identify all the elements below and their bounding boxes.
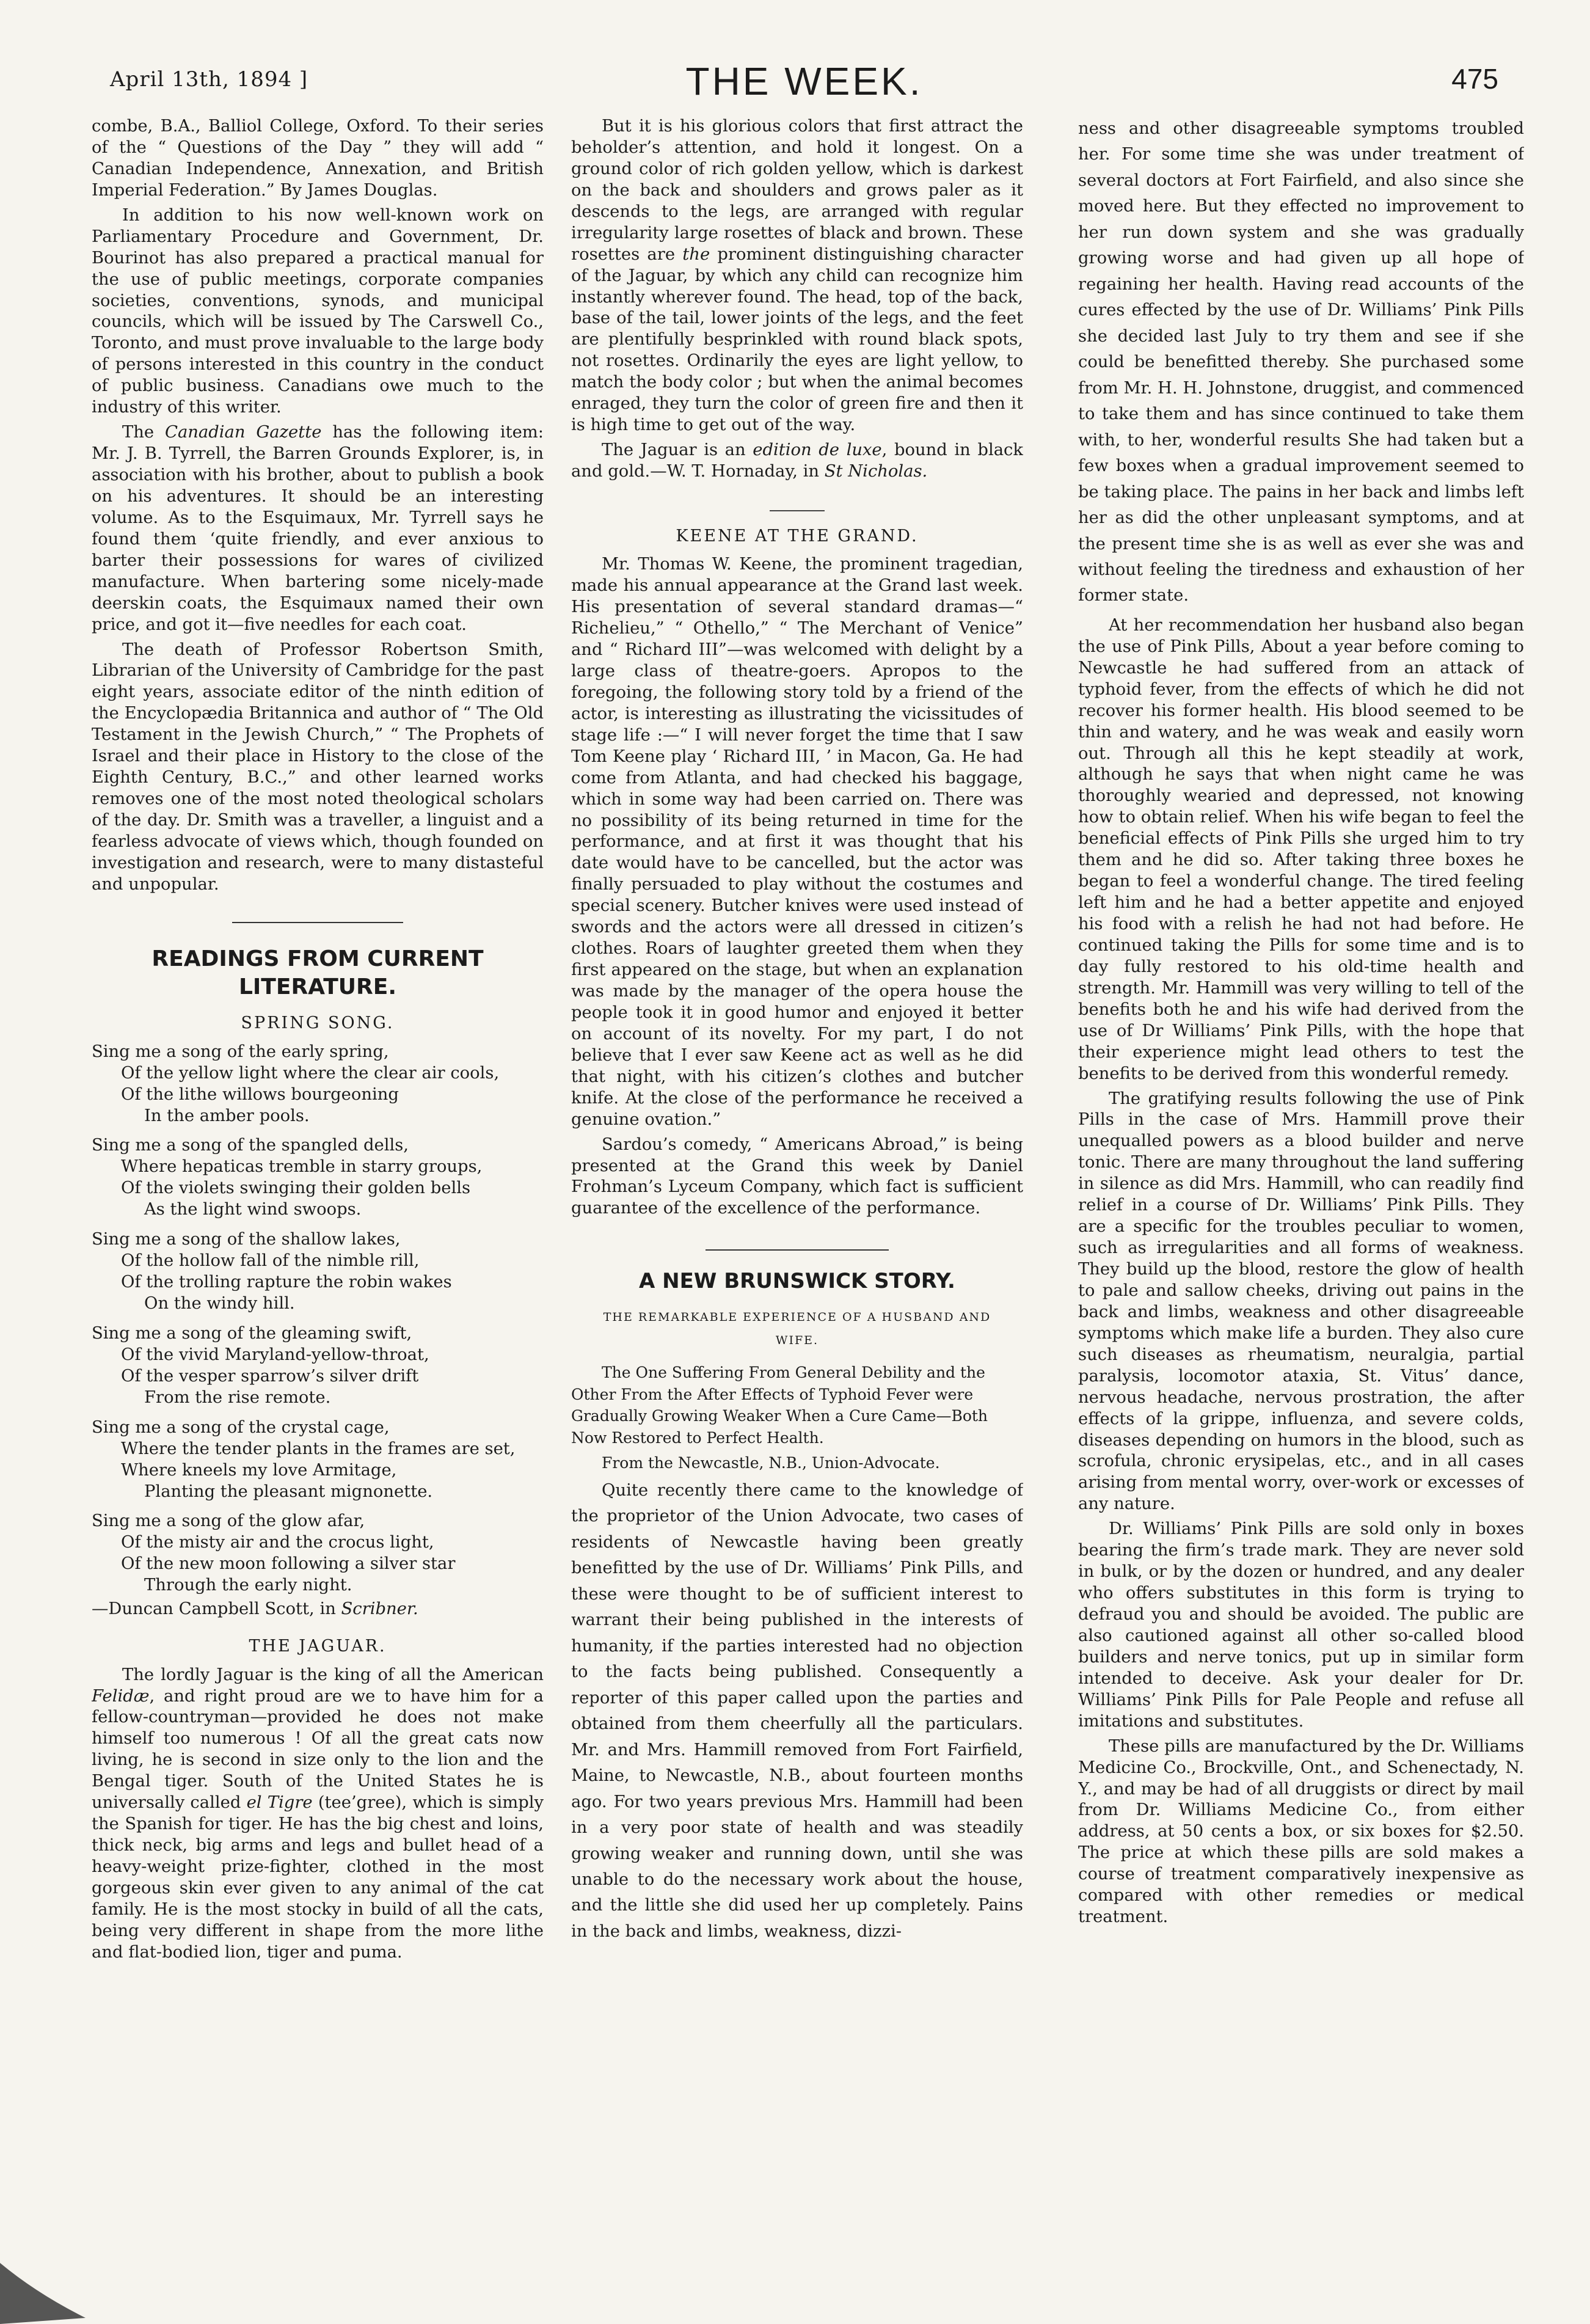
- section-heading-readings: READINGS FROM CURRENT LITERATURE.: [151, 946, 484, 1000]
- paragraph-questions-of-the-day: combe, B.A., Balliol College, Oxford. To their series of the “ Questions of the Day ” they will add “ Canadian Independence, Annexation, and British Imperial Federation.” By James Douglas.: [92, 117, 544, 200]
- poem-line: Of the trolling rapture the robin wakes: [121, 1273, 452, 1292]
- poem-spring-song: [92, 1042, 544, 1620]
- poem-line: As the light wind swoops.: [144, 1200, 362, 1219]
- masthead-title: THE WEEK.: [685, 59, 923, 103]
- poem-line: Where kneels my love Armitage,: [121, 1460, 397, 1480]
- poem-line: Of the violets swinging their golden bells: [121, 1178, 471, 1198]
- paragraph-jaguar: The lordly Jaguar is the king of all the American Felidæ, and right proud are we to have him for a fellow-countryman—provided he does not make himself too numerous ! Of all the great cats now living, he is second in size only to the lion and the Bengal tiger. South of the United States he is universally called el Tigre (tee’gree), which is simply the Spanish for tiger. He has the big chest and loins, thick neck, big arms and legs and bullet head of a heavy-weight prize-fighter, clothed in the most gorgeous skin ever given to any animal of the cat family. He is the most stocky in build of all the cats, being very different in shape from the more lithe and flat-bodied lion, tiger and puma.: [92, 1665, 544, 1962]
- poem-line: From the rise remote.: [144, 1387, 331, 1407]
- page-number: 475: [1451, 63, 1498, 95]
- article-title-keene: KEENE AT THE GRAND.: [676, 526, 919, 546]
- section-divider: [571, 1235, 1023, 1257]
- paragraph-robertson-smith: The death of Professor Robertson Smith, Librarian of the University of Cambridge for the past eight years, associate editor of the ninth edition of the Encyclopædia Britannica and author of “ The Old Testament in the Jewish Church,” “ The Prophets of Israel and their place in History to the close of the Eighth Century, B.C.,” and other learned works removes one of the most noted theological scholars of the day. Dr. Smith was a traveller, a linguist and a fearless advocate of views which, though founded on investigation and research, were to many distasteful and unpopular.: [92, 640, 544, 894]
- paragraph-hammill: Quite recently there came to the knowledge of the proprietor of the Union Advocate, two cases of residents of Newcastle having been greatly benefitted by the use of Dr. Williams’ Pink Pills, and these were thought to be of sufficient interest to warrant their being published in the interests of humanity, if the parties interested had no objection to the facts being published. Consequently a reporter of this paper called upon the parties and obtained from them cheerfully all the particulars. Mr. and Mrs. Hammill removed from Fort Fairfield, Maine, to Newcastle, N.B., about fourteen months ago. For two years previous Mrs. Hammill had been in a very poor state of health and was steadily growing weaker and running down, until she was unable to do the necessary work about the house, and the little she did used her up completely. Pains in the back and limbs, weakness, dizzi-: [571, 1480, 1023, 1941]
- poem-line: Sing me a song of the gleaming swift,: [92, 1323, 412, 1343]
- poem-line: Sing me a song of the glow afar,: [92, 1511, 365, 1531]
- poem-line: Planting the pleasant mignonette.: [144, 1482, 433, 1501]
- paragraph-bourinot: In addition to his now well-known work on Parliamentary Procedure and Government, Dr. Bourinot has also prepared a practical manual for the use of public meetings, corporate companies societies, conventions, synods, and municipal councils, which will be issued by The Carswell Co., Toronto, and must prove invaluable to the large body of persons interested in this country in the conduct of public business. Canadians owe much to the industry of this writer.: [92, 205, 544, 417]
- issue-date: April 13th, 1894 ]: [110, 67, 308, 92]
- poem-line: Of the new moon following a silver star: [121, 1554, 456, 1574]
- poem-line: Of the vesper sparrow’s silver drift: [121, 1366, 419, 1386]
- poem-line: Sing me a song of the crystal cage,: [92, 1417, 390, 1437]
- article-deck: The One Suffering From General Debility and the Other From the After Effects of Typhoid Fever were Gradually Growing Weaker When a Cure Came—Both Now Restored to Perfect Health.: [571, 1364, 988, 1447]
- article-source: From the Newcastle, N.B., Union-Advocate.: [602, 1454, 940, 1472]
- poem-line: Where hepaticas tremble in starry groups,: [121, 1157, 483, 1177]
- article-subtitle: THE REMARKABLE EXPERIENCE OF A HUSBAND AND WIFE.: [603, 1310, 991, 1348]
- poem-line: Sing me a song of the spangled dells,: [92, 1136, 409, 1155]
- column-right: [1078, 116, 1524, 2291]
- poem-attribution: —Duncan Campbell Scott, in Scribner.: [92, 1599, 418, 1619]
- poem-line: Of the hollow fall of the nimble rill,: [121, 1251, 420, 1271]
- poem-line: Of the misty air and the crocus light,: [121, 1533, 434, 1552]
- poem-line: Of the lithe willows bourgeoning: [121, 1084, 399, 1104]
- paragraph-jaguar-credit: The Jaguar is an edition de luxe, bound in black and gold.—W. T. Hornaday, in St Nicholas.: [571, 440, 1023, 481]
- poem-line: On the windy hill.: [144, 1294, 295, 1314]
- paragraph-sardou: Sardou’s comedy, “ Americans Abroad,” is being presented at the Grand this week by Daniel Frohman’s Lyceum Company, which fact is sufficient guarantee of the excellence of the performance.: [571, 1135, 1023, 1218]
- column-left: [92, 116, 544, 2291]
- paragraph-mr-hammill: At her recommendation her husband also began the use of Pink Pills, About a year before coming to Newcastle he had suffered from an attack of typhoid fever, from the effects of which he did not recover his former health. His blood seemed to be thin and watery, and he was weak and easily worn out. Through all this he kept steadily at work, although he says that when night came he was thoroughly wearied and depressed, not knowing how to obtain relief. When his wife began to feel the beneficial effects of Pink Pills she urged him to try them and he did so. After taking three boxes he began to feel a wonderful change. The tired feeling left him and he had a better appetite and enjoyed his food with a relish he had not had before. He continued taking the Pills for some time and is to day fully restored to his old-time health and strength. Mr. Hammill was very willing to tell of the benefits both he and his wife had derived from the use of Dr Williams’ Pink Pills, with the hope that their experience might lead others to test the benefits to be derived from this wonderful remedy.: [1078, 615, 1524, 1083]
- paragraph-mrs-hammill: ness and other disagreeable symptoms troubled her. For some time she was under treatment of several doctors at Fort Fairfield, and also since she moved here. But they effected no improvement to her run down system and she was gradually growing worse and had given up all hope of regaining her health. Having read accounts of the cures effected by the use of Dr. Williams’ Pink Pills she decided last July to try them and see if she could be benefitted thereby. She purchased some from Mr. H. H. Johnstone, druggist, and commenced to take them and has since continued to take them with, to her, wonderful results She had taken but a few boxes when a gradual improvement seemed to be taking place. The pains in her back and limbs left her as did the other unpleasant symptoms, and at the present time she is as well as ever she was and without feeling the tiredness and exhaustion of her former state.: [1078, 119, 1524, 605]
- poem-line: Through the early night.: [144, 1576, 352, 1595]
- page-corner-shadow: [0, 2226, 159, 2324]
- poem-line: Sing me a song of the early spring,: [92, 1042, 389, 1061]
- paragraph-keene: Mr. Thomas W. Keene, the prominent tragedian, made his annual appearance at the Grand last week. His presentation of several standard dramas—“ Richelieu,” “ Othello,” “ The Merchant of Venice” and “ Richard III”—was welcomed with delight by a large class of theatre-goers. Apropos to the foregoing, the following story told by a friend of the actor, is interesting as illustrating the vicissitudes of stage life :—“ I will never forget the time that I saw Tom Keene play ‘ Richard III, ’ in Macon, Ga. He had come from Atlanta, and had checked his baggage, which in some way had been carried on. There was no possibility of its being returned in time for the performance, and at first it was thought that his date would have to be cancelled, but the actor was finally persuaded to play without the costumes and special scenery. Butcher knives were used instead of swords and the actors were all dressed in citizen’s clothes. Roars of laughter greeted them when they first appeared on the stage, but when an explanation was made by the manager of the opera house the people took it in good humor and enjoyed it better on account of its novelty. For my part, I do not believe that I ever saw Keene act as well as he did that night, with his citizen’s clothes and butcher knife. At the close of the performance he received a genuine ovation.”: [571, 555, 1023, 1129]
- article-title-jaguar: THE JAGUAR.: [249, 1637, 387, 1656]
- running-header: [92, 55, 1517, 110]
- section-divider: [571, 496, 1023, 517]
- italic-gazette: Canadian Gazette: [164, 423, 322, 442]
- poem-line: Of the vivid Maryland-yellow-throat,: [121, 1345, 429, 1364]
- poem-line: Sing me a song of the shallow lakes,: [92, 1230, 401, 1249]
- paragraph-manufacturer: These pills are manufactured by the Dr. Williams Medicine Co., Brockville, Ont., and Schenectady, N. Y., and may be had of all druggists or direct by mail from Dr. Williams Medicine Co., from either address, at 50 cents a box, or six boxes for $2.50. The price at which these pills are sold makes a course of treatment comparatively inexpensive as compared with other remedies or medical treatment.: [1078, 1736, 1524, 1927]
- poem-line: Where the tender plants in the frames are set,: [121, 1439, 516, 1458]
- paragraph-tyrrell: The Canadian Gazette has the following item: Mr. J. B. Tyrrell, the Barren Grounds Explorer, is, in association with his brother, about to publish a book on his adventures. It should be an interesting volume. As to the Esquimaux, Mr. Tyrrell says he found them ‘quite friendly, and ever anxious to barter their possessions for wares of civilized manufacture. When bartering some nicely-made deerskin coats, the Esquimaux named their own price, and got it—five needles for each coat.: [92, 423, 544, 634]
- paragraph-jaguar-colors: But it is his glorious colors that first attract the beholder’s attention, and hold it longest. On a ground color of rich golden yellow, which is darkest on the back and shoulders and grows paler as it descends to the legs, are arranged with regular irregularity large rosettes of black and brown. These rosettes are the prominent distinguishing character of the Jaguar, by which any child can recognize him instantly wherever found. The head, top of the back, base of the tail, lower joints of the legs, and the feet are plentifully besprinkled with round black spots, not rosettes. Ordinarily the eyes are light yellow, to match the body color ; but when the animal becomes enraged, they turn the color of green fire and then it is high time to get out of the way.: [571, 117, 1023, 435]
- ornamental-rule: [92, 908, 544, 929]
- paragraph-pink-pills-powers: The gratifying results following the use of Pink Pills in the case of Mrs. Hammill prove their unequalled powers as a blood builder and nerve tonic. There are many throughout the land suffering in silence as did Mrs. Hammill, who can readily find relief in a course of Dr. Williams’ Pink Pills. They are a specific for the troubles peculiar to women, such as irregularities and all forms of weakness. They build up the blood, restore the glow of health to pale and sallow cheeks, driving out pains in the back and limbs, weakness and other disagreeable symptoms which make life a burden. They also cure such diseases as rheumatism, neuralgia, partial paralysis, locomotor ataxia, St. Vitus’ dance, nervous headache, nervous prostration, the after effects of la grippe, influenza, and severe colds, diseases depending on humors in the blood, such as scrofula, chronic erysipelas, etc., and in all cases arising from mental worry, over-work or excesses of any nature.: [1078, 1089, 1524, 1514]
- article-title-new-brunswick: A NEW BRUNSWICK STORY.: [639, 1269, 955, 1294]
- poem-line: Of the yellow light where the clear air cools,: [121, 1063, 500, 1083]
- poem-line: In the amber pools.: [144, 1106, 310, 1125]
- column-middle: [571, 116, 1023, 2291]
- poem-title: SPRING SONG.: [241, 1014, 395, 1033]
- paragraph-trade-mark: Dr. Williams’ Pink Pills are sold only in boxes bearing the firm’s trade mark. They are never sold in bulk, or by the dozen or hundred, and any dealer who offers substitutes in this form is trying to defraud you and should be avoided. The public are also cautioned against all other so-called blood builders and nerve tonics, put up in similar form intended to deceive. Ask your dealer for Dr. Williams’ Pink Pills for Pale People and refuse all imitations and substitutes.: [1078, 1519, 1524, 1731]
